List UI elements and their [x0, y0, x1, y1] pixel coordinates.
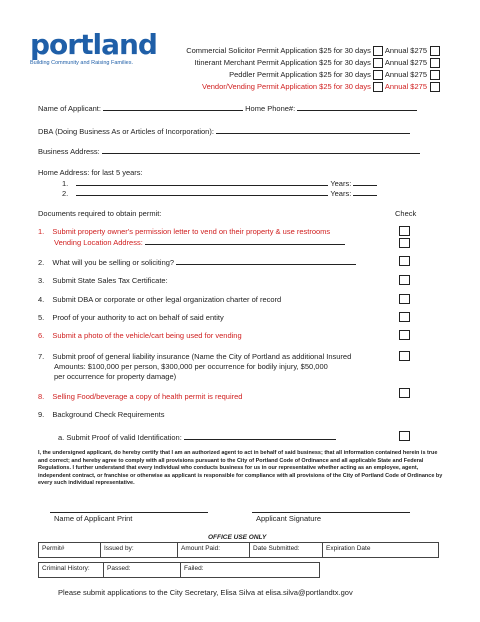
insurance-property: per occurrence for property damage)	[54, 372, 177, 381]
certification-text: I, the undersigned applicant, do hereby certify that I am an authorized agent to act in behalf of said business; that all information contained herein is true and correct; and hereby agree to comply with all provisions pursuant to the City of Portland Code of Ordinance and all applicable State and Federal Regulations. I further understand that every individual who conducts business for us in our representative whether acting as an employee, agent, independent contract, or franchise or otherwise as applicant is responsible for compliance with all provisions of the City of Portland Code of Ordinance by every such individual representative.	[38, 450, 443, 486]
years-label: Years:	[330, 179, 352, 188]
doc-5-checkbox[interactable]	[399, 312, 410, 322]
applicant-row	[38, 103, 417, 114]
home-address-label: Home Address: for last 5 years:	[38, 168, 143, 177]
doc-9a-checkbox[interactable]	[399, 431, 410, 441]
phone-label: Home Phone#:	[245, 104, 296, 113]
doc-item-9a	[58, 432, 336, 443]
business-address-label: Business Address:	[38, 147, 100, 156]
permit-annual-checkbox[interactable]	[430, 82, 440, 92]
print-name-label: Name of Applicant Print	[54, 514, 133, 523]
vending-location-row	[54, 237, 345, 248]
doc-item-2	[38, 257, 356, 268]
id-label: a. Submit Proof of valid Identification:	[58, 433, 182, 442]
doc-item-text: Submit property owner's permission letter to vend on their property & use restrooms	[52, 227, 331, 236]
doc-6-checkbox[interactable]	[399, 330, 410, 340]
years-label: Years:	[330, 189, 352, 198]
doc-2-checkbox[interactable]	[399, 256, 410, 266]
insurance-amounts: Amounts: $100,000 per person, $300,000 per occurrence for bodily injury, $50,000	[54, 362, 328, 371]
city-logo	[30, 30, 160, 70]
permit-annual-checkbox[interactable]	[430, 58, 440, 68]
permit-label: Vendor/Vending Permit Application $25 for 30 days	[202, 82, 371, 91]
doc-item-number: 1.	[38, 227, 45, 236]
doc-4-checkbox[interactable]	[399, 294, 410, 304]
business-address-field[interactable]	[102, 146, 420, 154]
selling-field[interactable]	[176, 257, 356, 265]
permit-annual-checkbox[interactable]	[430, 70, 440, 80]
doc-item-number: 4.	[38, 295, 45, 304]
office-use-title: OFFICE USE ONLY	[208, 534, 267, 541]
signature-line[interactable]	[252, 512, 410, 513]
table-row	[39, 563, 320, 578]
permit-annual: Annual $275	[384, 58, 427, 67]
logo-tagline: Building Community and Raising Families.	[30, 60, 134, 66]
permit-option-vendor	[202, 82, 440, 92]
criminal-history-table	[38, 562, 320, 578]
office-cell: Permit#	[39, 543, 101, 558]
permit-option-itinerant	[195, 58, 440, 68]
years-1-field[interactable]	[353, 178, 377, 186]
applicant-name-field[interactable]	[103, 103, 243, 111]
office-use-table	[38, 542, 439, 558]
doc-item-text: Background Check Requirements	[52, 410, 165, 419]
doc-item-5	[38, 313, 224, 323]
office-cell: Expiration Date	[323, 543, 439, 558]
business-address-row	[38, 146, 420, 157]
office-cell: Criminal History:	[39, 563, 104, 578]
permit-annual: Annual $275	[384, 46, 427, 55]
doc-1-checkbox[interactable]	[399, 226, 410, 236]
doc-7-checkbox[interactable]	[399, 351, 410, 361]
doc-item-text: Proof of your authority to act on behalf of said entity	[52, 313, 224, 322]
footer-instruction: Please submit applications to the City Secretary, Elisa Silva at elisa.silva@portlandtx.gov	[58, 588, 353, 597]
doc-item-text: Selling Food/beverage a copy of health permit is required	[52, 392, 243, 401]
signature-label: Applicant Signature	[256, 514, 322, 523]
doc-item-text: Submit State Sales Tax Certificate:	[52, 276, 168, 285]
permit-label: Commercial Solicitor Permit Application $25 for 30 days	[186, 46, 371, 55]
doc-item-7	[38, 352, 351, 362]
doc-item-3	[38, 276, 168, 286]
addr2-number: 2.	[62, 189, 69, 198]
dba-row	[38, 126, 410, 137]
documents-header: Documents required to obtain permit:	[38, 209, 162, 218]
doc-item-8	[38, 392, 242, 402]
home-address-row-2	[62, 188, 377, 199]
check-column-header: Check	[395, 209, 417, 218]
id-field[interactable]	[184, 432, 336, 440]
doc-item-9	[38, 410, 165, 420]
table-row	[39, 543, 439, 558]
doc-item-number: 7.	[38, 352, 45, 361]
doc-item-text: What will you be selling or soliciting?	[52, 258, 175, 267]
doc-1b-checkbox[interactable]	[399, 238, 410, 248]
doc-item-number: 3.	[38, 276, 45, 285]
doc-item-number: 2.	[38, 258, 45, 267]
addr1-number: 1.	[62, 179, 69, 188]
years-2-field[interactable]	[353, 188, 377, 196]
doc-item-4	[38, 295, 281, 305]
vending-location-field[interactable]	[145, 237, 345, 245]
dba-field[interactable]	[216, 126, 410, 134]
doc-item-text: Submit proof of general liability insurance (Name the City of Portland as additional Insured	[52, 352, 352, 361]
print-name-line[interactable]	[50, 512, 208, 513]
office-cell: Issued by:	[101, 543, 178, 558]
logo-word: portland	[30, 28, 157, 61]
permit-30day-checkbox[interactable]	[373, 46, 383, 56]
permit-30day-checkbox[interactable]	[373, 82, 383, 92]
permit-30day-checkbox[interactable]	[373, 70, 383, 80]
permit-30day-checkbox[interactable]	[373, 58, 383, 68]
doc-item-number: 6.	[38, 331, 45, 340]
doc-item-6	[38, 331, 242, 341]
home-address-1-field[interactable]	[76, 178, 328, 186]
permit-label: Peddler Permit Application $25 for 30 days	[229, 70, 371, 79]
vending-location-label: Vending Location Address:	[54, 238, 143, 247]
permit-annual: Annual $275	[384, 70, 427, 79]
office-cell: Amount Paid:	[178, 543, 250, 558]
home-address-2-field[interactable]	[76, 188, 328, 196]
applicant-label: Name of Applicant:	[38, 104, 101, 113]
doc-item-text: Submit DBA or corporate or other legal organization charter of record	[52, 295, 282, 304]
doc-item-1	[38, 227, 330, 237]
permit-option-commercial	[186, 46, 440, 56]
permit-label: Itinerant Merchant Permit Application $25 for 30 days	[194, 58, 371, 67]
doc-item-number: 5.	[38, 313, 45, 322]
office-cell: Passed:	[104, 563, 181, 578]
permit-annual-checkbox[interactable]	[430, 46, 440, 56]
office-cell: Failed:	[181, 563, 320, 578]
doc-3-checkbox[interactable]	[399, 275, 410, 285]
permit-option-peddler	[229, 70, 440, 80]
doc-item-text: Submit a photo of the vehicle/cart being used for vending	[52, 331, 242, 340]
doc-item-number: 8.	[38, 392, 45, 401]
permit-annual: Annual $275	[384, 82, 427, 91]
dba-label: DBA (Doing Business As or Articles of Incorporation):	[38, 127, 214, 136]
doc-item-number: 9.	[38, 410, 45, 419]
doc-8-checkbox[interactable]	[399, 388, 410, 398]
phone-field[interactable]	[297, 103, 417, 111]
office-cell: Date Submitted:	[250, 543, 323, 558]
